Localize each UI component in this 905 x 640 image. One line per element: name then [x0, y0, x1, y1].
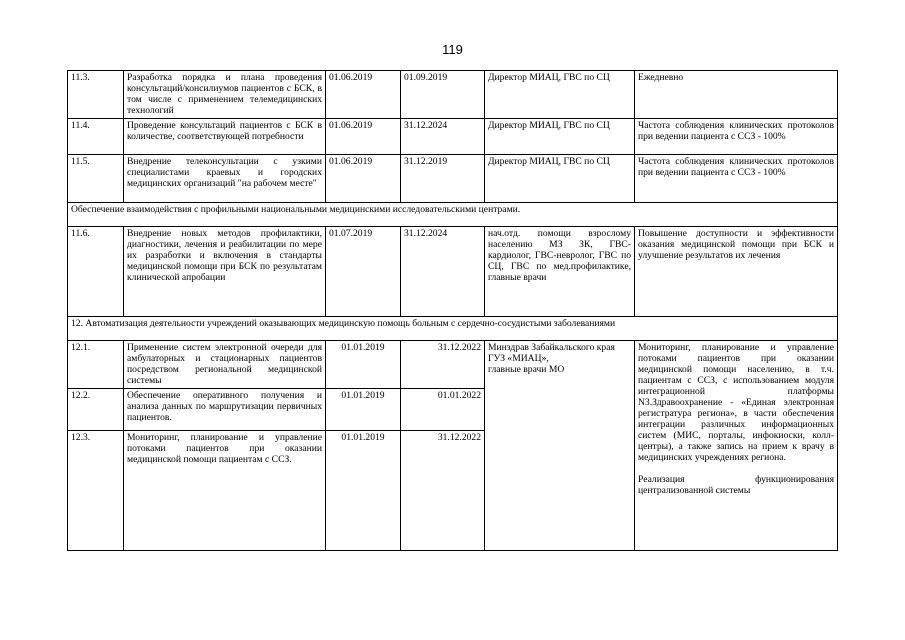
table-row	[68, 71, 838, 119]
row-start-date: 01.01.2019	[326, 389, 401, 431]
row-responsible: Директор МИАЦ, ГВС по СЦ	[485, 119, 635, 155]
row-end-date: 31.12.2024	[401, 227, 485, 317]
row-result: Частота соблюдения клинических протоколов при ведении пациента с ССЗ - 100%	[635, 119, 838, 155]
row-number: 12.1.	[68, 341, 124, 389]
row-result: Частота соблюдения клинических протоколов при ведении пациента с ССЗ - 100%	[635, 155, 838, 203]
row-start-date: 01.06.2019	[326, 71, 401, 119]
section-heading: Обеспечение взаимодействия с профильными национальными медицинскими исследовательскими центрами.	[68, 203, 838, 227]
row-result: Повышение доступности и эффективности оказания медицинской помощи при БСК и улучшение результатов их лечения	[635, 227, 838, 317]
row-responsible: Директор МИАЦ, ГВС по СЦ	[485, 71, 635, 119]
row-description: Мониторинг, планирование и управление потоками пациентов при оказании медицинской помощи пациентам с ССЗ.	[124, 431, 326, 551]
row-number: 11.4.	[68, 119, 124, 155]
row-number: 12.2.	[68, 389, 124, 431]
row-end-date: 01.01.2022	[401, 389, 485, 431]
row-result	[635, 341, 838, 551]
row-end-date: 31.12.2024	[401, 119, 485, 155]
row-start-date: 01.06.2019	[326, 119, 401, 155]
row-description: Разработка порядка и плана проведения консультаций/консилиумов пациентов с БСК, в том числе с применением телемедицинских технологий	[124, 71, 326, 119]
row-number: 12.3.	[68, 431, 124, 551]
result-text: Реализация функционирования централизованной системы	[638, 474, 834, 496]
row-end-date: 31.12.2022	[401, 341, 485, 389]
row-end-date: 31.12.2022	[401, 431, 485, 551]
table-row	[68, 341, 838, 389]
row-number: 11.3.	[68, 71, 124, 119]
row-end-date: 31.12.2019	[401, 155, 485, 203]
row-description: Внедрение телеконсультации с узкими специалистами краевых и городских медицинских организаций "на рабочем месте"	[124, 155, 326, 203]
row-description: Обеспечение оперативного получения и анализа данных по маршрутизации первичных пациентов.	[124, 389, 326, 431]
row-start-date: 01.07.2019	[326, 227, 401, 317]
row-number: 11.6.	[68, 227, 124, 317]
page-number: 119	[442, 42, 463, 57]
section-heading: 12. Автоматизация деятельности учреждений оказывающих медицинскую помощь больным с сердечно-сосудистыми заболеваниями	[68, 317, 838, 341]
row-responsible: Минздрав Забайкальского края ГУЗ «МИАЦ», главные врачи МО	[485, 341, 635, 551]
row-description: Применение систем электронной очереди для амбулаторных и стационарных пациентов посредством региональной медицинской системы	[124, 341, 326, 389]
row-start-date: 01.01.2019	[326, 341, 401, 389]
measures-table	[67, 70, 838, 551]
row-responsible: Директор МИАЦ, ГВС по СЦ	[485, 155, 635, 203]
row-description: Проведение консультаций пациентов с БСК в количестве, соответствующей потребности	[124, 119, 326, 155]
row-start-date: 01.01.2019	[326, 431, 401, 551]
row-result: Ежедневно	[635, 71, 838, 119]
table-row	[68, 155, 838, 203]
row-description: Внедрение новых методов профилактики, диагностики, лечения и реабилитации по мере их разработки и включения в стандарты медицинской помощи при БСК по результатам клинической апробации	[124, 227, 326, 317]
section-row	[68, 203, 838, 227]
row-number: 11.5.	[68, 155, 124, 203]
row-end-date: 01.09.2019	[401, 71, 485, 119]
row-responsible: нач.отд. помощи взрослому населению МЗ ЗК, ГВС-кардиолог, ГВС-невролог, ГВС по СЦ, ГВС по мед.профилактике, главные врачи	[485, 227, 635, 317]
table-row	[68, 227, 838, 317]
row-start-date: 01.06.2019	[326, 155, 401, 203]
result-text: Мониторинг, планирование и управление потоками пациентов при оказании медицинской помощи населению, в т.ч. пациентам с ССЗ, с использованием модуля интеграционной платформы N3.Здравоохранение - «Единая электронная регистратура региона», в части обеспечения интеграции различных информационных систем (МИС, порталы, инфокиоски, колл-центры), а также запись на прием к врачу в медицинских учреждениях региона.	[638, 342, 834, 463]
section-row	[68, 317, 838, 341]
table-row	[68, 119, 838, 155]
